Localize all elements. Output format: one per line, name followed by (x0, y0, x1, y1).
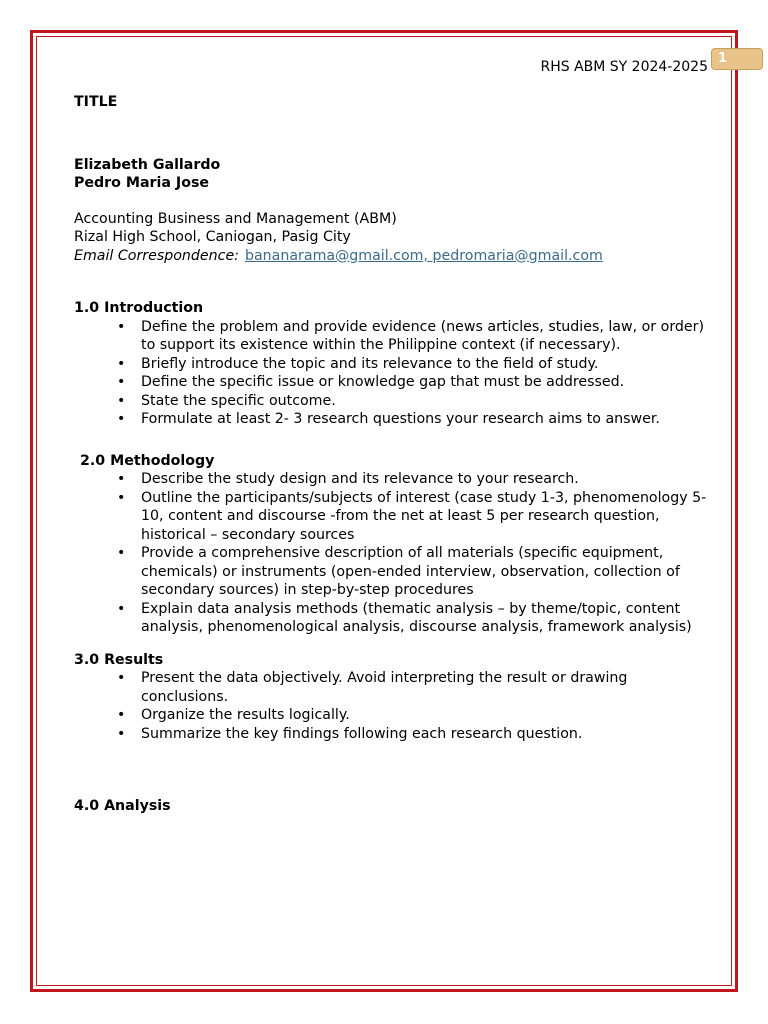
email-link[interactable]: bananarama@gmail.com, pedromaria@gmail.com (244, 247, 603, 264)
section-heading-methodology: 2.0 Methodology (80, 452, 215, 469)
section-heading-introduction: 1.0 Introduction (74, 300, 204, 316)
affiliation-program: Accounting Business and Management (ABM) (74, 210, 397, 227)
list-item: • State the specific outcome. (141, 392, 714, 411)
list-item: • Formulate at least 2- 3 research questions your research aims to answer. (141, 410, 714, 429)
list-item: • Present the data objectively. Avoid interpreting the result or drawing conclusions. (141, 669, 714, 706)
methodology-list (74, 470, 714, 637)
email-line (74, 247, 714, 266)
list-item: • Describe the study design and its relevance to your research. (141, 470, 714, 489)
author-name: Elizabeth Gallardo (74, 156, 221, 173)
results-list (74, 669, 714, 743)
author-list (74, 156, 714, 193)
affiliation-school: Rizal High School, Caniogan, Pasig City (74, 229, 351, 245)
running-header: RHS ABM SY 2024-2025 (540, 59, 708, 75)
section-heading-analysis: 4.0 Analysis (74, 798, 171, 814)
list-item: • Provide a comprehensive description of all materials (specific equipment, chemicals) or instruments (open-ended interview, observation, collection of secondary sources) in step-by-step procedures (141, 544, 714, 600)
list-item: • Outline the participants/subjects of interest (case study 1-3, phenomenology 5-10, content and discourse -from the net at least 5 per research question, historical – secondary sources (141, 489, 714, 545)
section-heading-results: 3.0 Results (74, 651, 164, 668)
list-item: • Define the problem and provide evidence (news articles, studies, law, or order) to support its existence within the Philippine context (if necessary). (141, 318, 714, 355)
list-item: • Organize the results logically. (141, 706, 714, 725)
document-title: TITLE (74, 94, 118, 110)
affiliation-block (74, 210, 714, 266)
list-item: • Summarize the key findings following each research question. (141, 725, 714, 744)
email-label: Email Correspondence: (74, 247, 239, 264)
document-body (74, 93, 714, 816)
page-number-badge: 1 (711, 48, 763, 70)
list-item: • Explain data analysis methods (thematic analysis – by theme/topic, content analysis, phenomenological analysis, discourse analysis, framework analysis) (141, 600, 714, 637)
author-name: Pedro Maria Jose (74, 175, 210, 191)
list-item: • Briefly introduce the topic and its relevance to the field of study. (141, 355, 714, 374)
introduction-list (74, 318, 714, 429)
list-item: • Define the specific issue or knowledge gap that must be addressed. (141, 373, 714, 392)
